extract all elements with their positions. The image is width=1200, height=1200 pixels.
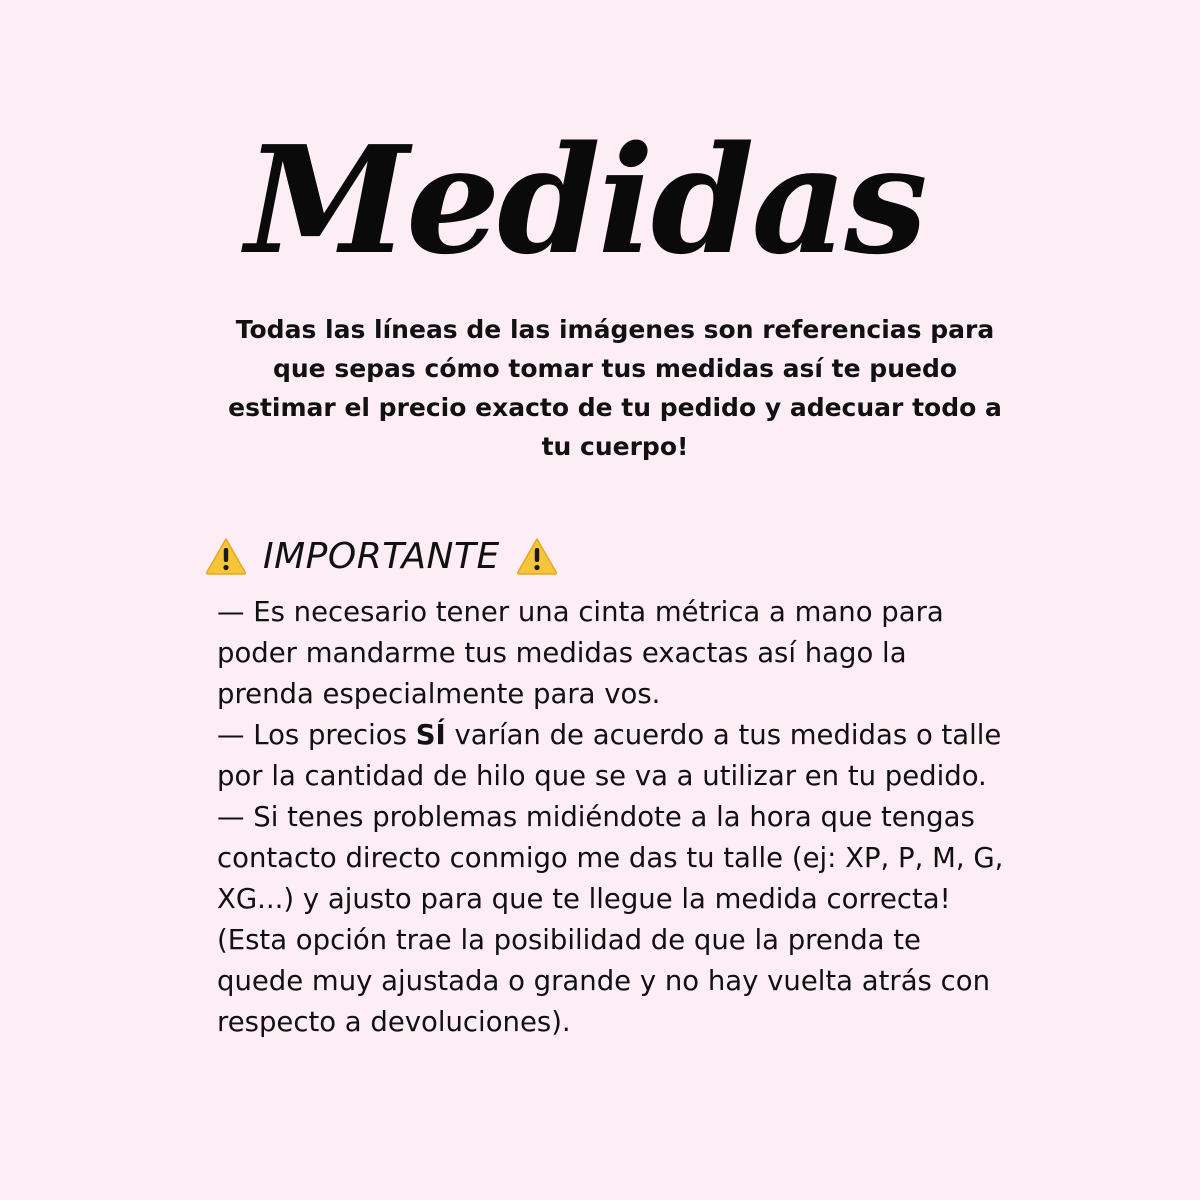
note-disclaimer: (Esta opción trae la posibilidad de que la prenda te quede muy ajustada o grande y no hay vuelta atrás con respecto a devoluciones). [217,924,990,1038]
note-prices [217,715,1007,797]
note-measuring-tape: — Es necesario tener una cinta métrica a mano para poder mandarme tus medidas exactas así hago la prenda especialmente para vos. [217,596,944,710]
note-prices-end: varían de acuerdo a tus medidas o talle por la cantidad de hilo que se va a utilizar en tu pedido. [217,719,1002,792]
notes-list [217,592,1007,1043]
important-heading [205,528,558,584]
page-title: Medidas [245,113,925,287]
warning-icon [205,537,247,575]
note-prices-start: — Los precios [217,719,416,751]
warning-icon [516,537,558,575]
note-size-help: — Si tenes problemas midiéndote a la hora que tengas contacto directo conmigo me das tu talle (ej: XP, P, M, G, XG...) y ajusto para que te llegue la medida correcta! [217,801,1004,915]
intro-text: Todas las líneas de las imágenes son referencias para que sepas cómo tomar tus medidas así te puedo estimar el precio exacto de tu pedido y adecuar todo a tu cuerpo! [228,315,1002,461]
note-prices-emphasis: SÍ [415,719,446,751]
important-label: IMPORTANTE [263,535,500,577]
